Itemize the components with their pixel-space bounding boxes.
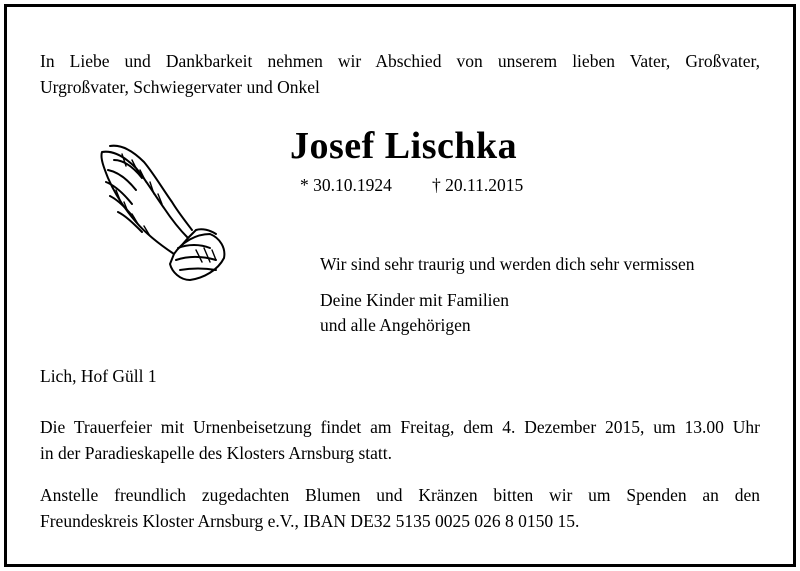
quote: Wir sind sehr traurig und werden dich sehr vermissen xyxy=(320,254,695,274)
deceased-name: Josef Lischka xyxy=(290,125,518,167)
donation-line-2: Freundeskreis Kloster Arnsburg e.V., IBAN DE32 5135 0025 026 8 0150 15. xyxy=(40,511,580,531)
birth-date: * 30.10.1924 xyxy=(300,175,392,195)
intro-line-2: Urgroßvater, Schwiegervater und Onkel xyxy=(40,77,320,97)
praying-hands-icon xyxy=(92,138,232,298)
family-line-2: und alle Angehörigen xyxy=(320,315,471,335)
donation-line-1: Anstelle freundlich zugedachten Blumen und Kränzen bitten wir um Spenden an den xyxy=(40,485,760,505)
ceremony-line-1: Die Trauerfeier mit Urnenbeisetzung findet am Freitag, dem 4. Dezember 2015, um 13.00 Uhr xyxy=(40,417,760,437)
family-line-1: Deine Kinder mit Familien xyxy=(320,290,510,310)
intro-line-1: In Liebe und Dankbarkeit nehmen wir Abschied von unserem lieben Vater, Großvater, xyxy=(40,51,760,71)
address: Lich, Hof Güll 1 xyxy=(40,366,157,386)
ceremony-line-2: in der Paradieskapelle des Klosters Arnsburg statt. xyxy=(40,443,393,463)
death-date: † 20.11.2015 xyxy=(432,175,524,195)
